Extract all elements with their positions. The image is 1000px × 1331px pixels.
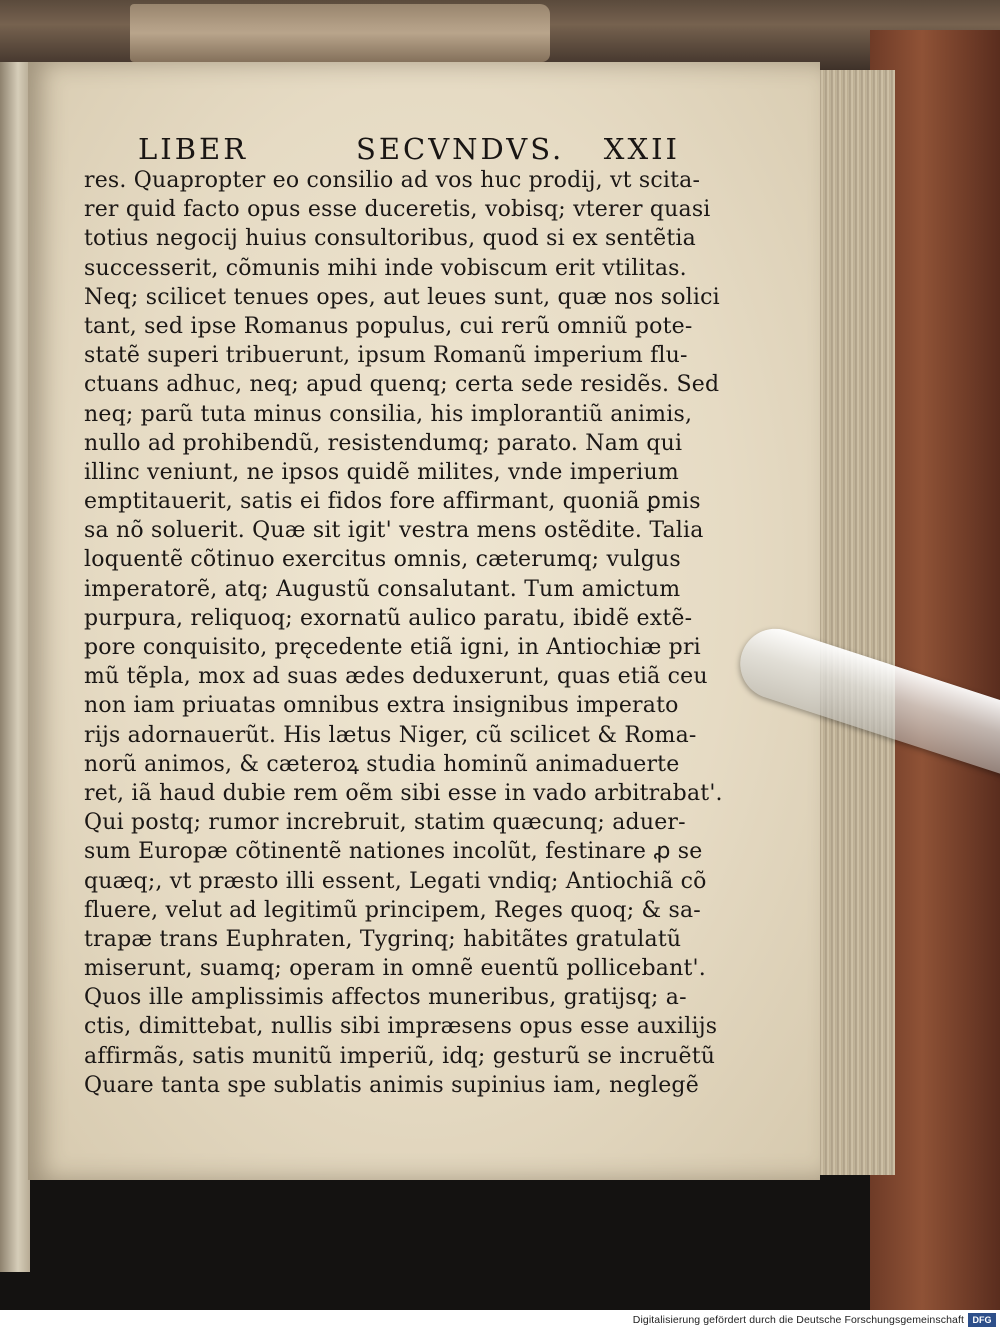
running-head-left: LIBER xyxy=(138,132,249,166)
text-line: statẽ superi tribuerunt, ipsum Romanũ imperium flu- xyxy=(84,343,688,369)
book-page xyxy=(28,62,820,1180)
text-line: successerit, cõmunis mihi inde vobiscum erit vtilitas. xyxy=(84,255,687,281)
text-line: imperatorẽ, atq; Augustũ consalutant. Tum amictum xyxy=(84,576,681,602)
text-line: emptitauerit, satis ei fidos fore affirmant, quoniã ꝑmis xyxy=(84,489,701,515)
folio-number: XXII xyxy=(603,132,680,166)
spine-label-strip xyxy=(130,4,550,62)
text-line: illinc veniunt, ne ipsos quidẽ milites, vnde imperium xyxy=(84,459,679,485)
text-line: Quos ille amplissimis affectos muneribus, gratijsq; a- xyxy=(84,985,687,1011)
text-line: norũ animos, & cæteroꝝ studia hominũ animaduerte xyxy=(84,751,680,777)
text-line: rijs adornauerũt. His lætus Niger, cũ scilicet & Roma- xyxy=(84,722,697,748)
text-line: nullo ad prohibendũ, resistendumq; parato. Nam qui xyxy=(84,430,683,456)
text-line: pore conquisito, pręcedente etiã igni, in Antiochiæ pri xyxy=(84,635,701,660)
text-line: miserunt, suamq; operam in omnẽ euentũ pollicebant'. xyxy=(84,956,706,982)
text-line: rer quid facto opus esse duceretis, vobisq; vterer quasi xyxy=(84,197,711,223)
text-line: loquentẽ cõtinuo exercitus omnis, cæterumq; vulgus xyxy=(84,547,681,573)
text-line: affirmãs, satis munitũ imperiũ, idq; gesturũ se incruẽtũ xyxy=(84,1043,716,1069)
text-line: purpura, reliquoq; exornatũ aulico paratu, ibidẽ extẽ- xyxy=(84,605,693,631)
footer-bar xyxy=(0,1310,1000,1331)
text-line: ctis, dimittebat, nullis sibi impræsens opus esse auxilijs xyxy=(84,1014,718,1040)
text-line: ret, iã haud dubie rem oẽm sibi esse in vado arbitrabat'. xyxy=(84,780,723,806)
text-line: res. Quapropter eo consilio ad vos huc prodij, vt scita- xyxy=(84,168,701,193)
text-line: sum Europæ cõtinentẽ nationes incolũt, festinare ꝓ se xyxy=(84,839,703,865)
text-line: quæq;, vt præsto illi essent, Legati vndiq; Antiochiã cõ xyxy=(84,868,707,894)
text-line: Qui postq; rumor increbruit, statim quæcunq; aduer- xyxy=(84,810,686,836)
dfg-logo: DFG xyxy=(968,1313,996,1327)
text-line: mũ tẽpla, mox ad suas ædes deduxerunt, quas etiã ceu xyxy=(84,664,708,690)
text-line: tant, sed ipse Romanus populus, cui rerũ omniũ pote- xyxy=(84,313,693,339)
text-line: totius negocij huius consultoribus, quod si ex sentẽtia xyxy=(84,226,696,252)
funding-credit: Digitalisierung gefördert durch die Deutsche Forschungsgemeinschaft xyxy=(632,1314,964,1326)
running-head-center: SECVNDVS. xyxy=(356,132,565,166)
text-line: fluere, velut ad legitimũ principem, Reges quoq; & sa- xyxy=(84,897,701,923)
facing-page-edge xyxy=(0,62,30,1272)
text-line: non iam priuatas omnibus extra insignibus imperato xyxy=(84,693,679,719)
text-line: trapæ trans Euphraten, Tygrinq; habitãtes gratulatũ xyxy=(84,926,682,952)
text-line: neq; parũ tuta minus consilia, his implorantiũ animis, xyxy=(84,401,693,427)
body-text xyxy=(84,166,723,1100)
running-head xyxy=(138,132,680,168)
text-line: Neq; scilicet tenues opes, aut leues sunt, quæ nos solici xyxy=(84,284,720,310)
text-line: Quare tanta spe sublatis animis supinius iam, neglegẽ xyxy=(84,1072,699,1098)
text-line: ctuans adhuc, neq; apud quenq; certa sede residẽs. Sed xyxy=(84,372,720,398)
text-line: sa nõ soluerit. Quæ sit igit' vestra mens ostẽdite. Talia xyxy=(84,518,704,544)
